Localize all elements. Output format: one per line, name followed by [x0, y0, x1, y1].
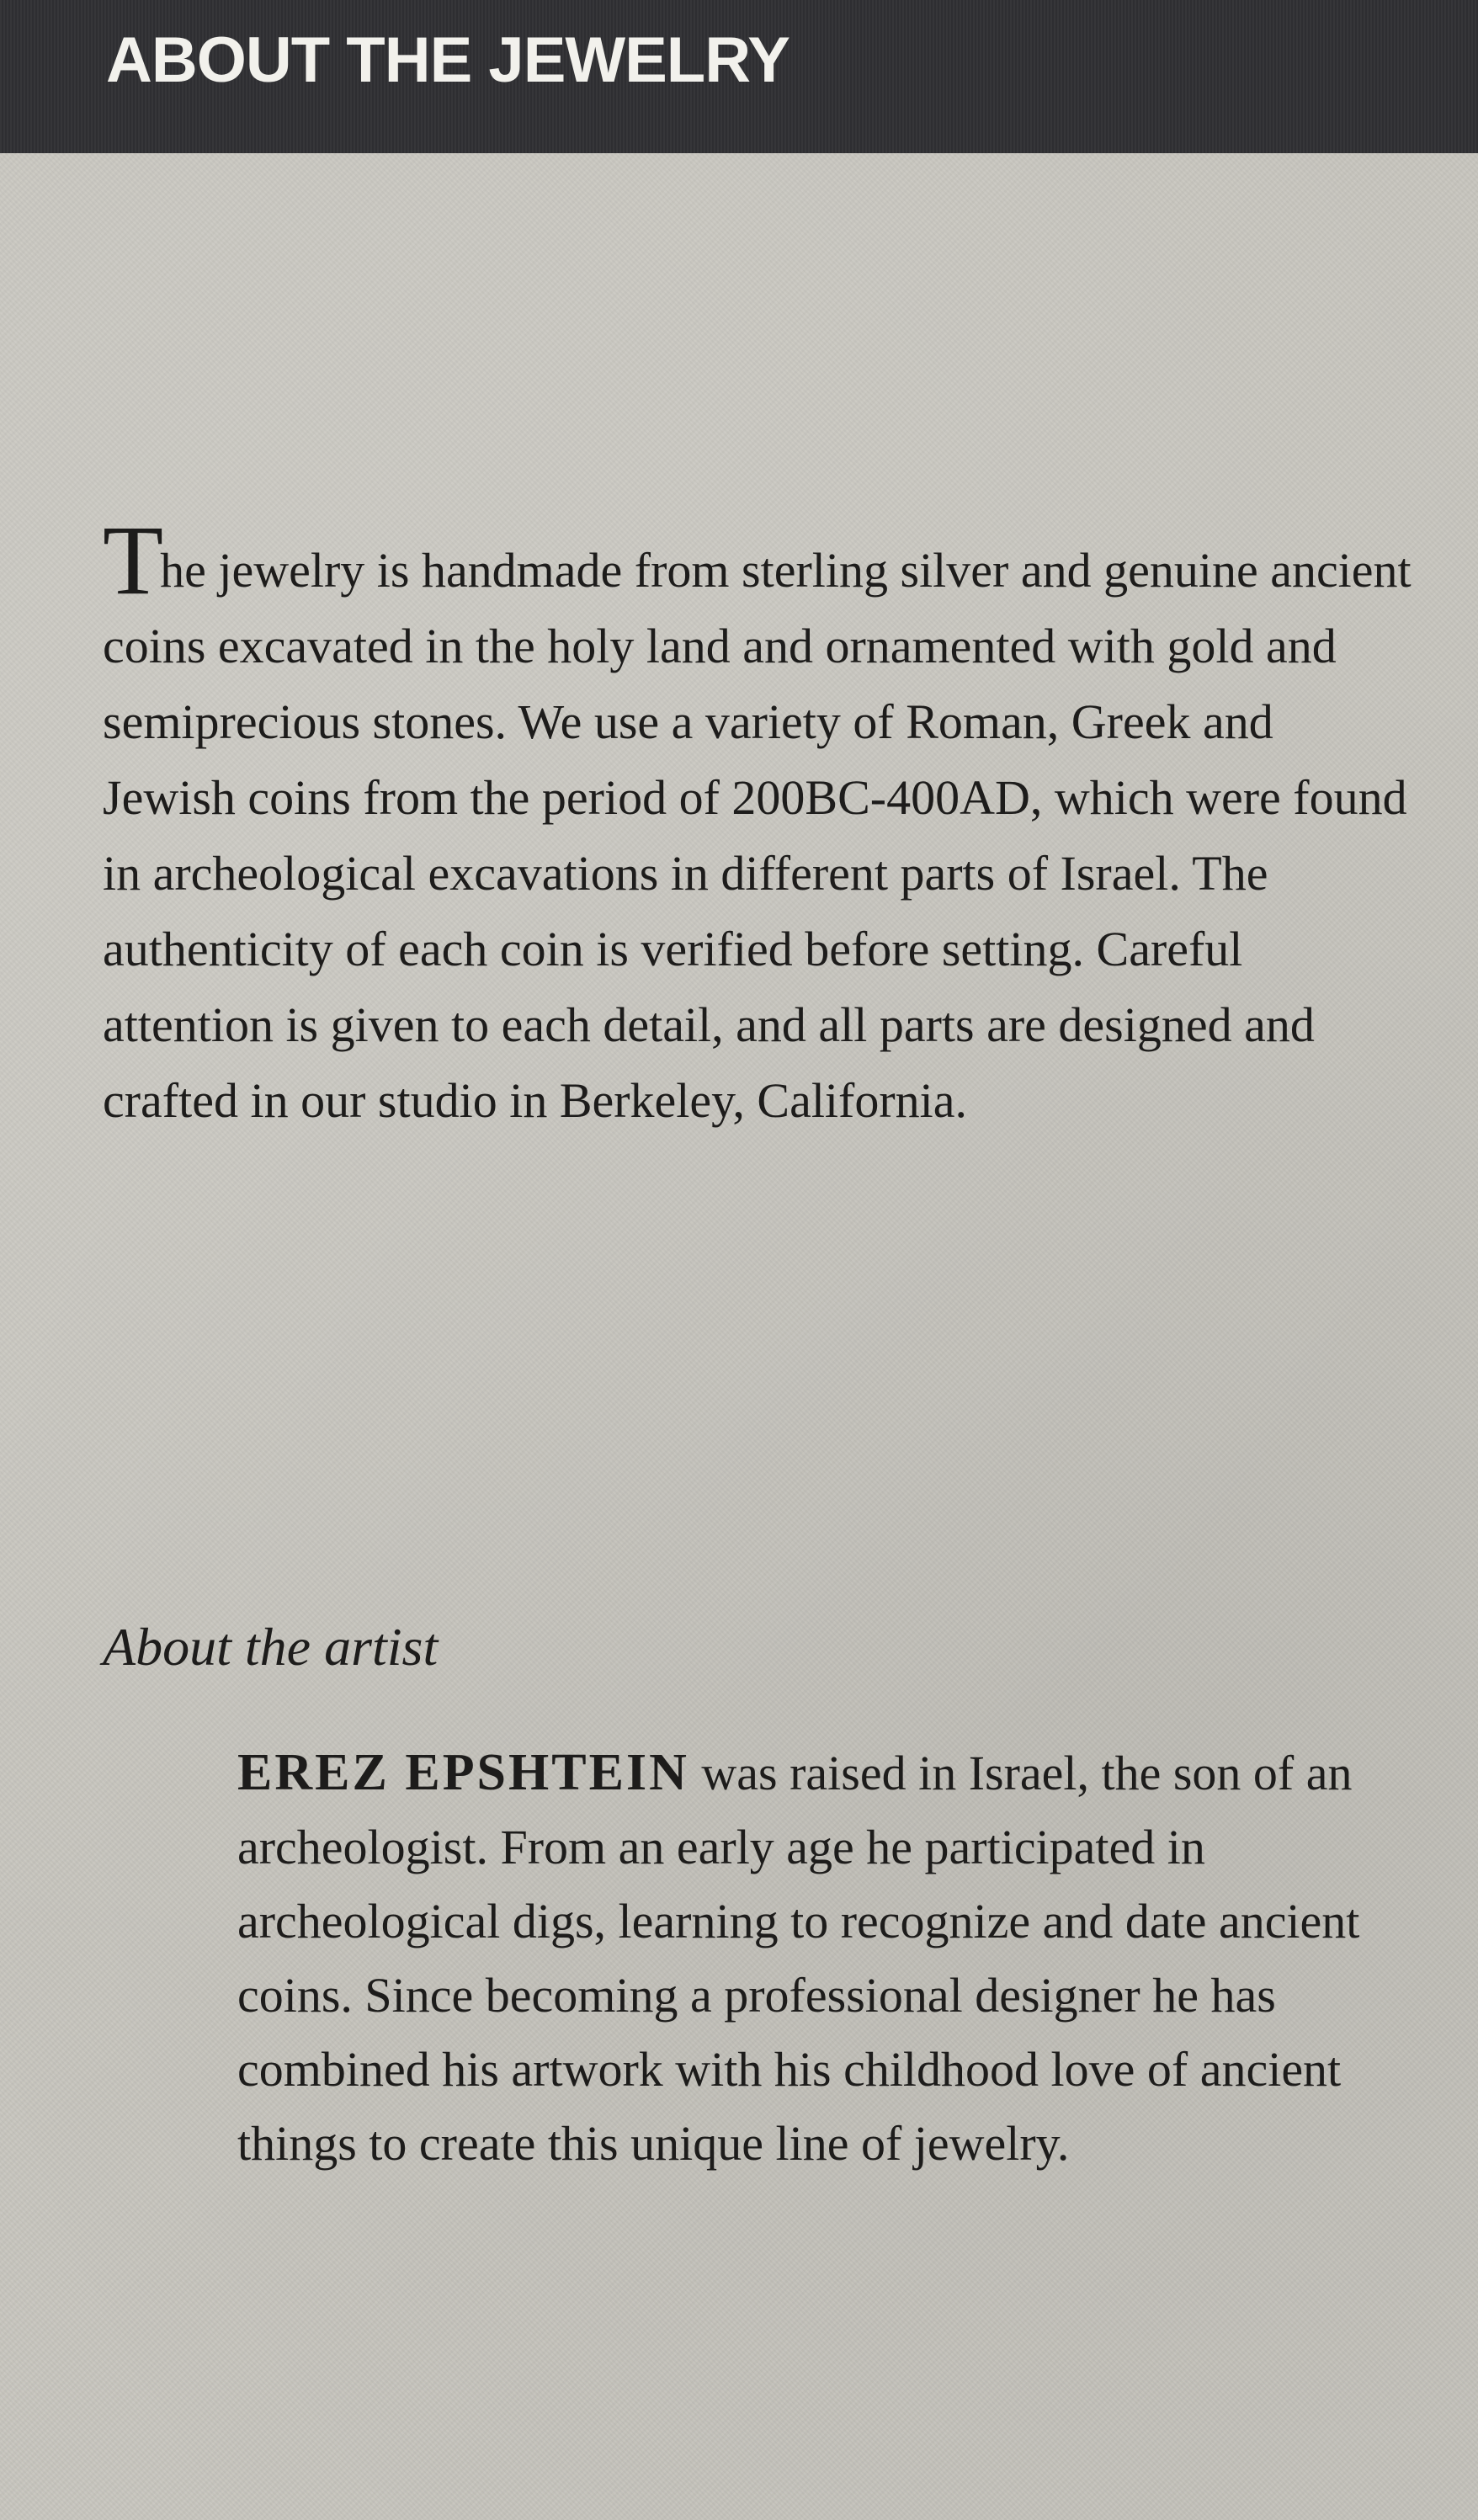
- intro-text: he jewelry is handmade from sterling silver and genuine ancient coins excavated in the holy land and ornamented with gold and semiprecious stones. We use a variety of Roman, Greek and Jewish coins from the period of 200BC-400AD, which were found in archeological excavations in different parts of Israel. The authenticity of each coin is verified before setting. Careful attention is given to each detail, and all parts are designed and crafted in our studio in Berkeley, California.: [103, 543, 1412, 1128]
- header-band: [0, 0, 1478, 153]
- artist-heading: About the artist: [103, 1617, 439, 1677]
- artist-bio-text: was raised in Israel, the son of an archeologist. From an early age he participated in archeological digs, learning to recognize and date ancient coins. Since becoming a professional designer he has combined his artwork with his childhood love of ancient things to create this unique line of jewelry.: [237, 1746, 1360, 2171]
- section-title: ABOUT THE JEWELRY: [106, 24, 790, 96]
- intro-paragraph: [103, 505, 1416, 1139]
- drop-cap: T: [103, 505, 164, 615]
- artist-name: EREZ EPSHTEIN: [237, 1744, 689, 1801]
- artist-bio-paragraph: [237, 1736, 1416, 2181]
